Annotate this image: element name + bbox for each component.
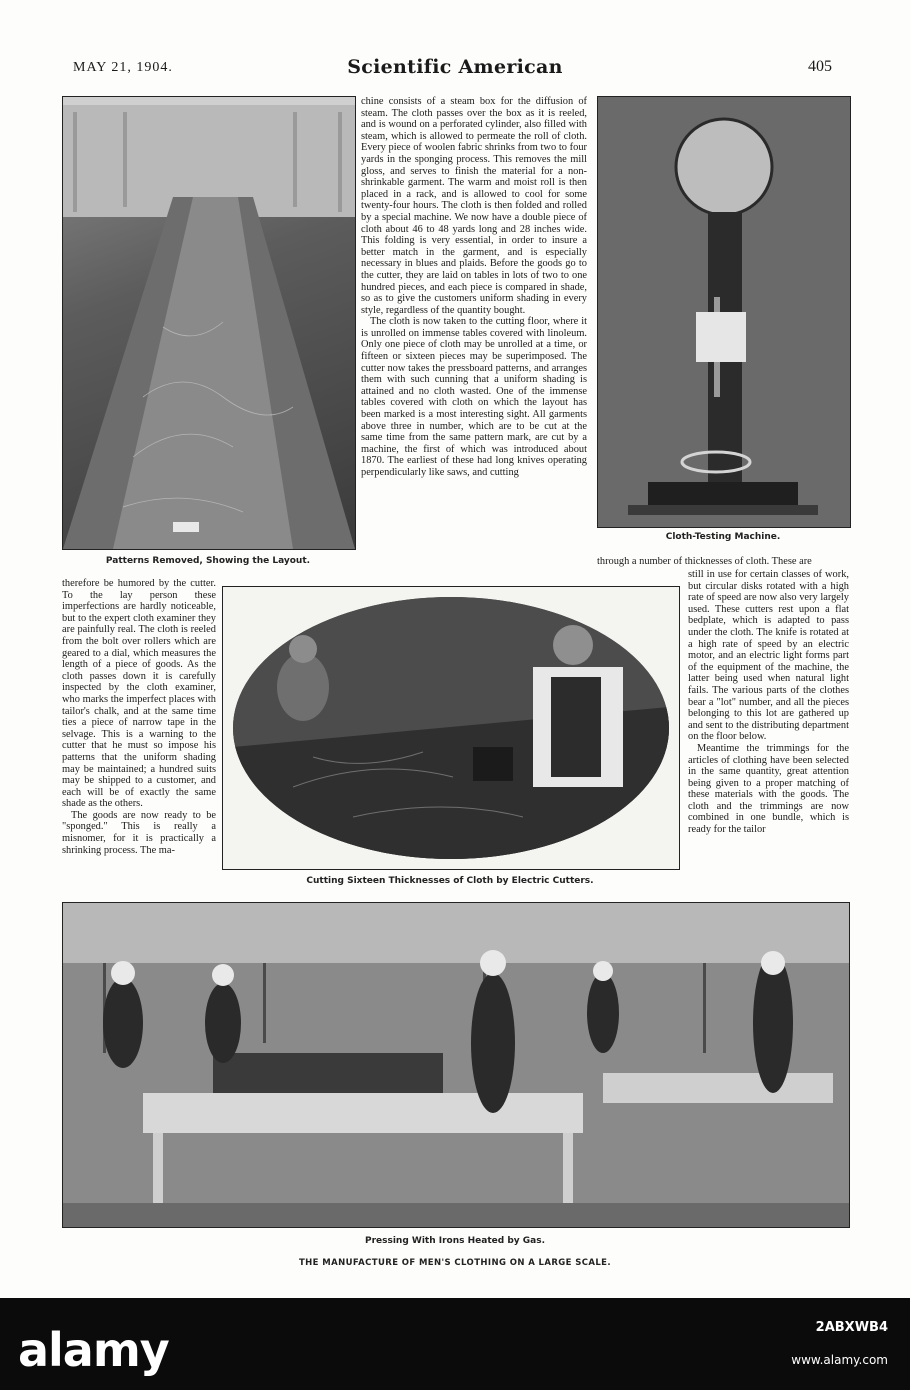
paragraph: therefore be humored by the cutter. To the lay person these imperfections are hardly noticeable, but to the expert cloth examiner they are painfully real. The cloth is reeled from the bolt over rollers which are geared to a dial, which measures the length of a piece of goods. As the cloth passes down it is carefully inspected by the cloth examiner, who marks the imperfect places with tailor's chalk, and at the same time ties a piece of narrow tape in the selvage. This is a warning to the cutter that he must so impose his patterns that the uniform shading may be maintained; a hundred suits may be shipped to a customer, and each will be of exactly the same shade as the others. xyxy=(62,578,216,810)
text-line-right-continuation xyxy=(597,556,849,569)
photo-pressing-irons xyxy=(62,902,850,1228)
paragraph: The cloth is now taken to the cutting floor, where it is unrolled on immense tables covered with linoleum. Only one piece of cloth may be unrolled at a time, or fifteen or sixteen pieces may be superimposed. The cutter now takes the pressboard patterns, and arranges them with such cunning that a uniform shading is attained and no cloth wasted. One of the immense tables covered with cloth on which the layout has been marked is a most interesting sight. All garments above three in number, which are to be cut at the same time from the same pattern mark, are cut by a machine, the first of which was introduced about 1870. The earliest of these had long knives operating perpendicularly like saws, and cutting xyxy=(361,316,587,478)
photo-cutting-cloth xyxy=(233,597,669,859)
text-column-center xyxy=(361,96,587,578)
image-id: 2ABXWB4 xyxy=(815,1320,888,1335)
paragraph: chine consists of a steam box for the diffusion of steam. The cloth passes over the box as it is reeled, and is wound on a perforated cylinder, also filled with steam, which is allowed to permeate the roll of cloth. Every piece of woolen fabric shrinks from two to four yards in the sponging process. This removes the mill gloss, and serves to finish the material for a non-shrinkable garment. The warm and moist roll is then placed in a rack, and is allowed to cool for some twenty-four hours. The cloth is then folded and rolled by a special machine. We now have a double piece of cloth about 46 to 48 yards long and 28 inches wide. This folding is very essential, in order to insure a better match in the garment, and is especially necessary in blues and plaids. Before the goods go to the cutter, they are laid on tables in lots of two to one hundred pieces, and each piece is compared in shade, so as to give the customers uniform shading in every style, regardless of the quantity bought. xyxy=(361,96,587,316)
page-number: 405 xyxy=(808,58,832,75)
paragraph: still in use for certain classes of work, but circular disks rotated with a high rate of speed are now also very largely used. These cutters rest upon a flat bedplate, which is adapted to pass under the cloth. The knife is rotated at a high rate of speed by an electric motor, and an electric light forms part of the equipment of the machine, the latter being used when natural light fails. The various parts of the clothes bear a "lot" number, and all the pieces belonging to this lot are gathered up and sent to the distributing department on the floor below. xyxy=(688,569,849,743)
paragraph: through a number of thicknesses of cloth. These are xyxy=(597,556,812,567)
stock-footer-bar xyxy=(0,1298,910,1390)
caption-pressing: Pressing With Irons Heated by Gas. xyxy=(364,1236,545,1246)
magazine-title: Scientific American xyxy=(347,56,563,78)
article-title: THE MANUFACTURE OF MEN'S CLOTHING ON A LARGE SCALE. xyxy=(298,1258,612,1268)
alamy-logo: alamy xyxy=(18,1323,169,1377)
paragraph: The goods are now ready to be "sponged." This is really a misnomer, for it is practically a shrinking process. The ma- xyxy=(62,809,216,856)
photo-patterns-layout xyxy=(62,96,356,550)
photo-cloth-testing-machine xyxy=(597,96,851,528)
photo-frame-cutting xyxy=(222,586,680,870)
caption-cutting: Cutting Sixteen Thicknesses of Cloth by Electric Cutters. xyxy=(306,876,594,886)
text-column-right xyxy=(688,569,849,889)
caption-patterns: Patterns Removed, Showing the Layout. xyxy=(105,556,311,566)
issue-date: MAY 21, 1904. xyxy=(73,60,173,75)
caption-cloth-testing: Cloth-Testing Machine. xyxy=(665,532,781,542)
paragraph: Meantime the trimmings for the articles of clothing have been selected in the same quantity, great attention being given to a proper matching of these materials with the goods. The cloth and the trimmings are now combined in one bundle, which is ready for the tailor xyxy=(688,742,849,836)
text-column-left xyxy=(62,578,216,888)
footer-url[interactable]: www.alamy.com xyxy=(791,1353,888,1367)
